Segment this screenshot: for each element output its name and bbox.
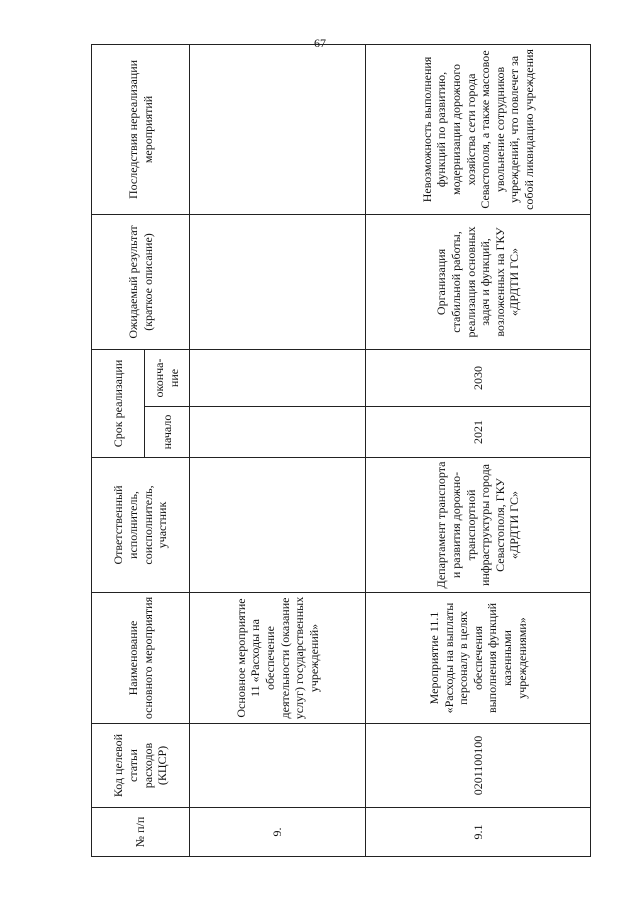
table-row — [190, 44, 366, 856]
row-executor — [190, 458, 366, 593]
row-num: 9. — [190, 808, 366, 857]
header-term: Срок реализации — [92, 349, 145, 457]
header-name: Наименование основного мероприятия — [92, 593, 190, 724]
header-consequences: Последствия нереализации мероприятий — [92, 44, 190, 214]
row-result — [190, 214, 366, 349]
header-result: Ожидаемый результат (краткое описание) — [92, 214, 190, 349]
row-consequences: Невозможность выполнения функций по развитию, модернизации дорожного хозяйства сети города Севастополя, а также массовое увольнение сотрудников учреждений, что повлечет за собой ликвидацию учреждения — [366, 44, 591, 214]
row-start: 2021 — [366, 407, 591, 458]
row-code — [190, 724, 366, 808]
table-row — [366, 44, 591, 856]
row-end — [190, 349, 366, 406]
row-name: Мероприятие 11.1 «Расходы на выплаты персоналу в целях обеспечения выполнения функций казенными учреждениями» — [366, 593, 591, 724]
rotated-table-container — [91, 45, 591, 857]
header-executor: Ответственный исполнитель, соисполнитель, участник — [92, 458, 190, 593]
row-executor: Департамент транспорта и развития дорожно-транспортной инфраструктуры города Севастополя, ГКУ «ДРДТИ ГС» — [366, 458, 591, 593]
header-end: оконча-ние — [145, 349, 190, 406]
header-start: начало — [145, 407, 190, 458]
row-result: Организация стабильной работы, реализация основных задач и функций, возложенных на ГКУ «ДРДТИ ГС» — [366, 214, 591, 349]
row-num: 9.1 — [366, 808, 591, 857]
row-name: Основное мероприятие 11 «Расходы на обеспечение деятельности (оказание услуг) государственных учреждений» — [190, 593, 366, 724]
row-start — [190, 407, 366, 458]
page-number: 67 — [314, 36, 326, 50]
row-consequences — [190, 44, 366, 214]
row-code: 0201100100 — [366, 724, 591, 808]
header-code: Код целевой статьи расходов (КЦСР) — [92, 724, 190, 808]
measures-table — [91, 44, 591, 857]
header-num: № п/п — [92, 808, 190, 857]
row-end: 2030 — [366, 349, 591, 406]
